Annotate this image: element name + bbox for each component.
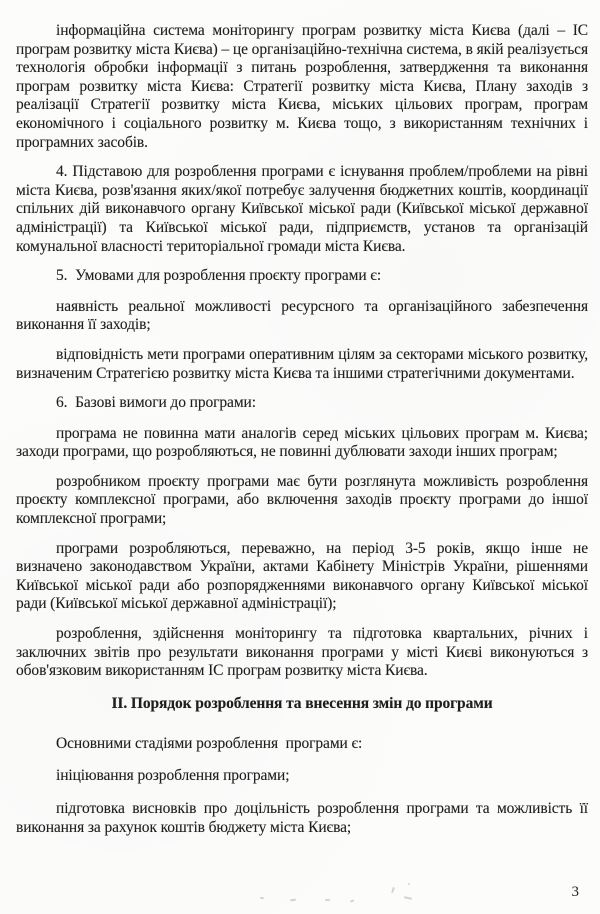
para-ic-system-definition: інформаційна система моніторингу програм розвитку міста Києва (далі – ІС програм розвитку міста Києва) – це організаційно-технічна система, в якій реалізується технологія обробки інформації з питань розроблення, затвердження та виконання програм розвитку міста Києва: Стратегії розвитку міста Києва, Плану заходів з реалізації Стратегії розвитку міста Києва, міських цільових програм, програм економічного і соціального розвитку м. Києва тощо, з використанням технічних і програмних засобів. [16,22,588,151]
para-stages-intro: Основними стадіями розроблення програми є: [56,734,363,752]
scan-speck [325,899,330,901]
para-requirement-monitoring-reports: розроблення, здійснення моніторингу та підготовка квартальних, річних і заключних звітів про результати виконання програми у місті Києві виконуються з обов'язковим використанням ІС програм розвитку міста Києва. [16,625,588,680]
page-number: 3 [571,884,579,900]
para-condition-goal-alignment: відповідність мети програми оперативним цілям за секторами міського розвитку, визначеним Стратегією розвитку міста Києва та іншими стратегічними документами. [16,345,588,382]
scan-speck [408,883,410,885]
para-4-grounds: 4. Підставою для розроблення програми є існування проблем/проблеми на рівні міста Києва, розв'язання яких/якої потребує залучення бюджетних коштів, координації спільних дій виконавчого органу Київської міської ради (Київської міської державної адміністрації) та Київської міської ради, підприємств, установ та організацій комунальної власності територіальної громади міста Києва. [16,163,588,255]
para-stage-initiation: ініціювання розроблення програми; [56,767,290,785]
scan-speck [350,899,354,902]
para-condition-resources: наявність реальної можливості ресурсного та організаційного забезпечення виконання її заходів; [16,297,588,334]
para-stage-feasibility-conclusions: підготовка висновків про доцільність розроблення програми та можливість її виконання за рахунок коштів бюджету міста Києва; [16,800,588,836]
scan-speck [290,899,296,901]
para-requirement-period: програми розробляються, переважно, на період 3-5 років, якщо інше не визначено законодавством України, актами Кабінету Міністрів України, рішеннями Київської міської ради або розпорядженнями виконавчого органу Київської міської ради (Київської міської державної адміністрації); [16,539,588,613]
para-5-conditions-label: 5. Умовами для розроблення проєкту програми є: [56,267,382,285]
section-ii-heading: ІІ. Порядок розроблення та внесення змін до програми [111,694,493,712]
scan-speck [260,897,264,900]
scan-speck [391,887,395,893]
para-requirement-complex-program: розробником проєкту програми має бути розглянута можливість розроблення проєкту комплексної програми, або включення заходів проєкту програми до іншої комплексної програми; [16,472,588,528]
para-requirement-no-analogs: програма не повинна мати аналогів серед міських цільових програм м. Києва; заходи програми, що розробляються, не повинні дублювати заходи інших програм; [16,424,588,461]
scan-speck [404,896,412,899]
para-6-requirements-label: 6. Базові вимоги до програми: [56,394,256,412]
